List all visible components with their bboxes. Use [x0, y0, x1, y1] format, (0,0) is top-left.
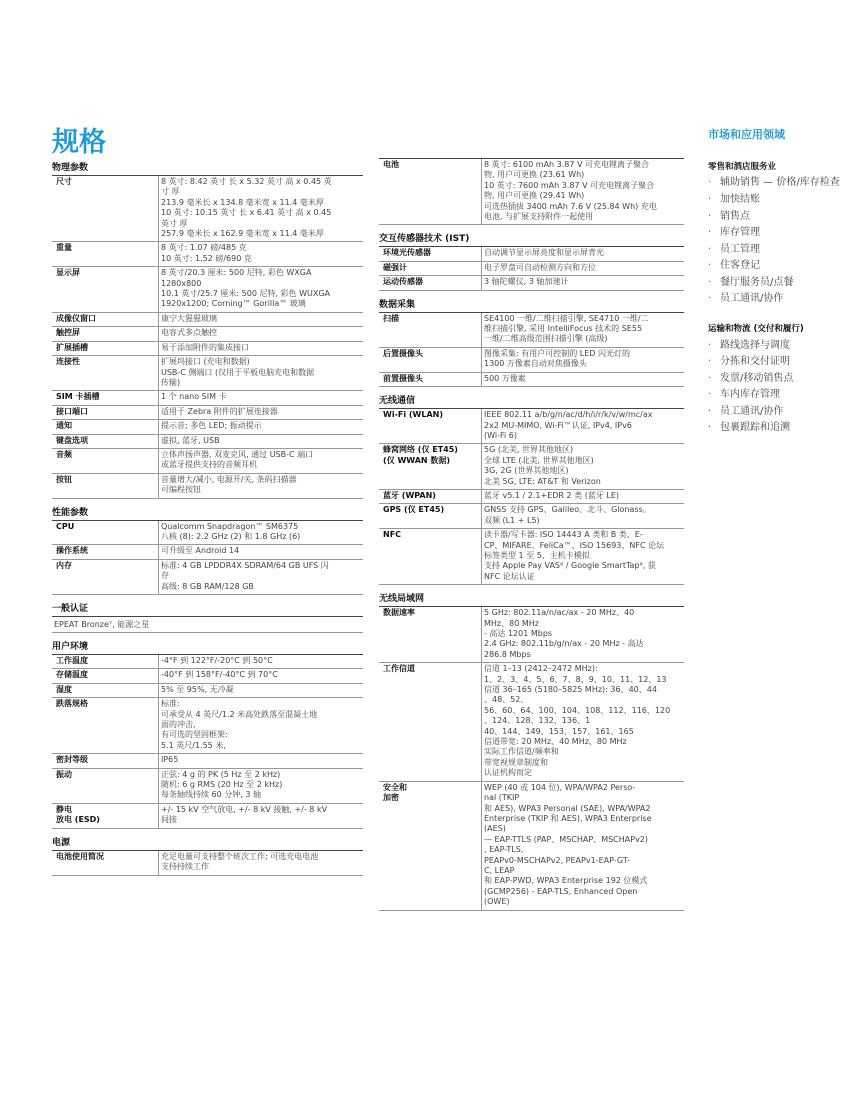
spec-table	[379, 409, 684, 585]
market-list	[708, 176, 843, 308]
spec-label: 重量	[52, 242, 159, 267]
spec-row	[52, 434, 363, 448]
spec-row	[52, 267, 363, 313]
spec-value: 可升级至 Android 14	[159, 545, 364, 559]
spec-label: 内存	[52, 559, 159, 594]
spec-row	[379, 607, 684, 663]
section-heading: 物理参数	[52, 158, 363, 176]
spec-row	[379, 489, 684, 503]
spec-label: 操作系统	[52, 545, 159, 559]
spec-label: 密封等级	[52, 754, 159, 768]
spec-value: IP65	[159, 754, 364, 768]
market-list-item: · 销售点	[708, 209, 843, 226]
spec-value: 提示音; 多色 LED; 振动提示	[159, 420, 364, 434]
spec-value: 适用于 Zebra 附件的扩展连接器	[159, 405, 364, 419]
spec-label: 音频	[52, 448, 159, 473]
market-list-item: · 路线选择与调度	[708, 338, 843, 355]
spec-value: 图像采集: 有用户可控制的 LED 闪光灯的 1300 万像素自动对焦摄像头	[482, 347, 685, 372]
spec-row	[379, 444, 684, 490]
section-heading: 无线局域网	[379, 589, 684, 607]
spec-value: 扩展坞接口 (充电和数据) USB-C 侧端口 (仅用于平板电脑充电和数据 传输)	[159, 356, 364, 391]
spec-value: 读卡器/写卡器: ISO 14443 A 类和 B 类、E- CP、MIFARE、FeliCa™、ISO 15693、NFC 论坛 标签类型 1 至 5、主机卡模拟 支持 Apple Pay VAS⁸ / Google SmartTap⁸, 获 NFC 论坛认证	[482, 529, 685, 585]
spec-row	[52, 391, 363, 405]
spec-value: 易于添加附件的集成接口	[159, 341, 364, 355]
spec-value: 1 个 nano SIM 卡	[159, 391, 364, 405]
market-list-item: · 员工通讯/协作	[708, 404, 843, 421]
spec-row	[379, 313, 684, 348]
market-list-item: · 分拣和交付证明	[708, 354, 843, 371]
spec-row	[52, 559, 363, 594]
spec-value: -40°F 到 158°F/-40°C 到 70°C	[159, 669, 364, 683]
spec-value: 8 英寸/20.3 厘米: 500 尼特, 彩色 WXGA 1280x800 10.1 英寸/25.7 厘米: 500 尼特, 彩色 WUXGA 1920x1200; Corning™ Gorilla™ 玻璃	[159, 267, 364, 313]
spec-column-left	[52, 158, 363, 876]
spec-label: 前置摄像头	[379, 372, 482, 386]
spec-row	[52, 683, 363, 697]
spec-label: 运动传感器	[379, 276, 482, 290]
spec-row	[52, 851, 363, 875]
spec-label: 环境光传感器	[379, 247, 482, 261]
spec-label: 电池	[379, 159, 482, 225]
spec-label: 显示屏	[52, 267, 159, 313]
section-heading: 交互传感器技术 (IST)	[379, 229, 684, 247]
spec-row	[52, 521, 363, 545]
spec-value: +/- 15 kV 空气放电, +/- 8 kV 接触, +/- 8 kV 间接	[159, 803, 364, 828]
markets-heading: 市场和应用领域	[708, 128, 785, 141]
spec-row	[52, 327, 363, 341]
spec-label: 扩展插槽	[52, 341, 159, 355]
spec-row	[379, 663, 684, 781]
spec-row	[52, 420, 363, 434]
market-list-item: · 辅助销售 — 价格/库存检查	[708, 176, 843, 189]
spec-table	[379, 247, 684, 290]
spec-row	[379, 276, 684, 290]
spec-table	[379, 607, 684, 910]
spec-row	[379, 159, 684, 225]
spec-label: 蜂窝网络 (仅 ET45) (仅 WWAN 数据)	[379, 444, 482, 490]
spec-value: 8 英寸: 6100 mAh 3.87 V 可充电锂离子聚合 物, 用户可更换 (23.61 Wh) 10 英寸: 7600 mAh 3.87 V 可充电锂离子聚合 物, 用户可更换 (29.41 Wh) 可选热插拔 3400 mAh 7.6 V (25.84 Wh) 充电 电池, 与扩展支持附件一起使用	[482, 159, 685, 225]
market-list-item: · 员工通讯/协作	[708, 291, 843, 308]
spec-label: 扫描	[379, 313, 482, 348]
spec-value: WEP (40 或 104 位), WPA/WPA2 Perso- nal (TKIP 和 AES), WPA3 Personal (SAE), WPA/WPA2 Enterprise (TKIP 和 AES), WPA3 Enterprise (AES) — EAP-TTLS (PAP、MSCHAP、MSCHAPv2) , EAP-TLS, PEAPv0-MSCHAPv2, PEAPv1-EAP-GT- C, LEAP 和 EAP-PWD, WPA3 Enterprise 192 位模式 (GCMP256) - EAP-TLS, Enhanced Open (OWE)	[482, 781, 685, 910]
spec-table	[52, 655, 363, 829]
spec-label: 尺寸	[52, 176, 159, 242]
spec-row	[52, 803, 363, 828]
spec-row	[52, 545, 363, 559]
spec-value: 音量增大/减小, 电源开/关, 条码扫描器 可编程按钮	[159, 473, 364, 498]
spec-row	[52, 768, 363, 803]
spec-row	[379, 409, 684, 444]
market-list-item: · 加快结账	[708, 192, 843, 209]
spec-label: 键盘选项	[52, 434, 159, 448]
spec-label: 连接性	[52, 356, 159, 391]
spec-value: 充足电量可支持整个班次工作; 可选充电电池 支持持续工作	[159, 851, 364, 875]
spec-row	[52, 448, 363, 473]
spec-row	[52, 176, 363, 242]
spec-value: 康宁大猩猩玻璃	[159, 312, 364, 326]
spec-row	[52, 341, 363, 355]
spec-row	[52, 698, 363, 754]
spec-table	[52, 851, 363, 876]
spec-label: 蓝牙 (WPAN)	[379, 489, 482, 503]
spec-value: 5G (北美, 世界其他地区) 全球 LTE (北美, 世界其他地区) 3G, 2G (世界其他地区) 北美 5G, LTE: AT&T 和 Verizon	[482, 444, 685, 490]
spec-value: -4°F 到 122°F/-20°C 到 50°C	[159, 655, 364, 669]
market-list-item: · 住客登记	[708, 258, 843, 275]
section-heading: 电源	[52, 833, 363, 851]
spec-label: NFC	[379, 529, 482, 585]
spec-value: 虚拟, 蓝牙, USB	[159, 434, 364, 448]
spec-value: 标准: 4 GB LPDDR4X SDRAM/64 GB UFS 闪 存 高级: 8 GB RAM/128 GB	[159, 559, 364, 594]
spec-row	[52, 655, 363, 669]
market-list-item: · 员工管理	[708, 242, 843, 259]
spec-table	[379, 313, 684, 387]
spec-value: GNSS 支持 GPS、Galileo、北斗、Glonass。 双频 (L1 + L5)	[482, 504, 685, 529]
spec-value: IEEE 802.11 a/b/g/n/ac/d/h/i/r/k/v/w/mc/ax 2x2 MU-MIMO, Wi-Fi™认证, IPv4, IPv6 (Wi-Fi 6)	[482, 409, 685, 444]
spec-value: SE4100 一维/二维扫描引擎, SE4710 一维/二 维扫描引擎, 采用 IntelliFocus 技术的 SE55 一维/二维高级范围扫描引擎 (高级)	[482, 313, 685, 348]
spec-label: CPU	[52, 521, 159, 545]
spec-value: 3 轴陀螺仪, 3 轴加速计	[482, 276, 685, 290]
spec-label: Wi-Fi (WLAN)	[379, 409, 482, 444]
spec-label: 电池使用简况	[52, 851, 159, 875]
spec-label: 跌落规格	[52, 698, 159, 754]
spec-label: 湿度	[52, 683, 159, 697]
spec-row	[52, 754, 363, 768]
spec-value: 5 GHz: 802.11a/n/ac/ax - 20 MHz、40 MHz、80 MHz - 高达 1201 Mbps 2.4 GHz: 802.11b/g/n/ax - 20 MHz - 高达 286.8 Mbps	[482, 607, 685, 663]
spec-label: 磁强计	[379, 261, 482, 275]
spec-label: 成像仪窗口	[52, 312, 159, 326]
section-heading: 性能参数	[52, 503, 363, 521]
market-group-title: 运输和物流 (交付和履行)	[708, 323, 804, 334]
markets-column	[708, 126, 843, 437]
spec-label: 振动	[52, 768, 159, 803]
spec-value: 电容式多点触控	[159, 327, 364, 341]
spec-row	[379, 372, 684, 386]
spec-value: 5% 至 95%, 无冷凝	[159, 683, 364, 697]
spec-label: 静电 放电 (ESD)	[52, 803, 159, 828]
spec-row	[379, 781, 684, 910]
spacer	[708, 308, 843, 314]
section-heading: 无线通信	[379, 391, 684, 409]
spec-value: 500 万像素	[482, 372, 685, 386]
spec-label: 存储温度	[52, 669, 159, 683]
spec-row	[379, 504, 684, 529]
spec-row	[52, 312, 363, 326]
spec-value: 自动调节显示屏亮度和显示屏背光	[482, 247, 685, 261]
spec-label: 按钮	[52, 473, 159, 498]
spec-label: 后置摄像头	[379, 347, 482, 372]
spec-table	[379, 159, 684, 225]
spec-value: 标准: 可承受从 4 英尺/1.2 米高处跌落至混凝土地 面的冲击, 有可选的坚固框架: 5.1 英尺/1.55 米,	[159, 698, 364, 754]
spec-table	[52, 521, 363, 595]
spec-label: 触控屏	[52, 327, 159, 341]
section-heading: 用户环境	[52, 637, 363, 655]
section-heading: 数据采集	[379, 295, 684, 313]
spec-value: 蓝牙 v5.1 / 2.1+EDR 2 类 (蓝牙 LE)	[482, 489, 685, 503]
spec-row	[52, 405, 363, 419]
spec-row	[52, 356, 363, 391]
spec-row	[379, 347, 684, 372]
spec-row	[379, 261, 684, 275]
spec-label: 接口端口	[52, 405, 159, 419]
spec-row	[379, 247, 684, 261]
spec-column-middle	[379, 158, 684, 911]
market-list-item: · 库存管理	[708, 225, 843, 242]
section-text: EPEAT Bronze⁷, 能源之星	[52, 617, 363, 633]
spec-value: 正弦: 4 g 的 PK (5 Hz 至 2 kHz) 随机: 6 g RMS (20 Hz 至 2 kHz) 每条轴线持续 60 分钟, 3 轴	[159, 768, 364, 803]
spec-value: 8 英寸: 1.07 磅/485 克 10 英寸: 1.52 磅/690 克	[159, 242, 364, 267]
spec-label: SIM 卡插槽	[52, 391, 159, 405]
spec-label: 工作温度	[52, 655, 159, 669]
spec-label: 数据速率	[379, 607, 482, 663]
spec-value: 8 英寸: 8.42 英寸 长 x 5.32 英寸 高 x 0.45 英 寸 厚 213.9 毫米长 x 134.8 毫米宽 x 11.4 毫米厚 10 英寸: 10.15 英寸 长 x 6.41 英寸 高 x 0.45 英寸 厚 257.9 毫米长 x 162.9 毫米宽 x 11.4 毫米厚	[159, 176, 364, 242]
spec-label: 工作信道	[379, 663, 482, 781]
spec-table	[52, 176, 363, 499]
market-list-item: · 车内库存管理	[708, 387, 843, 404]
section-heading: 一般认证	[52, 599, 363, 617]
spec-row	[52, 669, 363, 683]
spec-value: 立体声扬声器, 双麦克风, 通过 USB-C 端口 或蓝牙提供支持的音频耳机	[159, 448, 364, 473]
spec-label: GPS (仅 ET45)	[379, 504, 482, 529]
markets-groups	[708, 162, 843, 437]
spec-label: 安全和 加密	[379, 781, 482, 910]
spec-row	[379, 529, 684, 585]
spec-value: 电子罗盘可自动检测方向和方位	[482, 261, 685, 275]
page-title: 规格	[52, 127, 106, 158]
spec-value: Qualcomm Snapdragon™ SM6375 八核 (8): 2.2 GHz (2) 和 1.8 GHz (6)	[159, 521, 364, 545]
spec-row	[52, 473, 363, 498]
market-list	[708, 338, 843, 437]
market-list-item: · 餐厅服务员/点餐	[708, 275, 843, 292]
spec-row	[52, 242, 363, 267]
market-group-title: 零售和酒店服务业	[708, 162, 777, 172]
market-list-item: · 包裹跟踪和追溯	[708, 420, 843, 437]
spec-label: 通知	[52, 420, 159, 434]
market-list-item: · 发票/移动销售点	[708, 371, 843, 388]
spec-value: 信道 1–13 (2412–2472 MHz): 1、2、3、4、5、6、7、8、9、10、11、12、13 信道 36–165 (5180–5825 MHz): 36、40、44 、48、52、 56、60、64、100、104、108、112、116、120 、124、128、132、136、1 40、144、149、153、157、161、165 信道带宽: 20 MHz、40 MHz、80 MHz 实际工作信道/频率和 带宽视规章制度和 认证机构而定	[482, 663, 685, 781]
